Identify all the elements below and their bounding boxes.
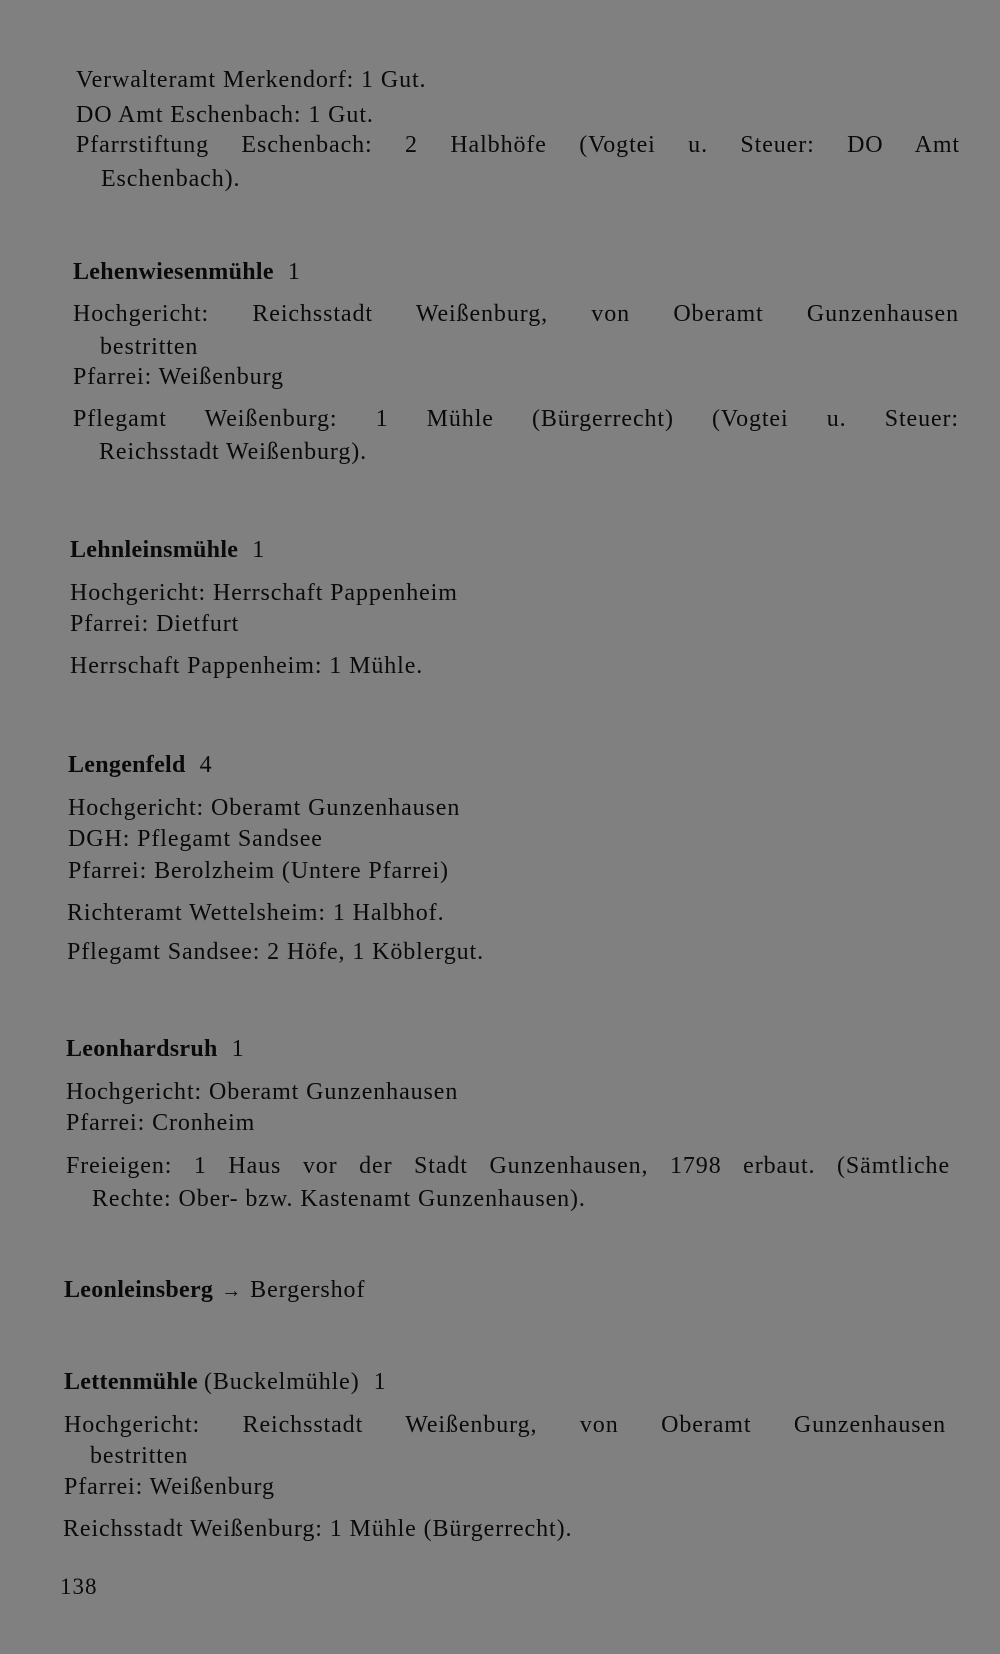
entry-name: Leonhardsruh [66, 1036, 218, 1062]
entry-count: 1 [252, 537, 266, 563]
text-line: Reichsstadt Weißenburg). [99, 439, 368, 465]
reference-target: Bergershof [250, 1277, 366, 1303]
cross-reference [64, 1275, 365, 1306]
text-line: Eschenbach). [101, 166, 241, 192]
entry-heading [73, 257, 301, 287]
entry-alt-name: (Buckelmühle) [203, 1369, 360, 1395]
text-line: DGH: Pflegamt Sandsee [68, 826, 323, 852]
text-line: Hochgericht: Reichsstadt Weißenburg, von Oberamt Gunzenhausen [64, 1412, 946, 1438]
text-line: bestritten [100, 334, 199, 360]
entry-name: Lehenwiesenmühle [73, 259, 274, 285]
text-line: DO Amt Eschenbach: 1 Gut. [76, 102, 374, 128]
text-line: Rechte: Ober- bzw. Kastenamt Gunzenhausen). [92, 1186, 586, 1212]
text-line: Pfarrstiftung Eschenbach: 2 Halbhöfe (Vogtei u. Steuer: DO Amt [76, 132, 960, 158]
entry-count: 1 [373, 1369, 387, 1395]
text-line: Pfarrei: Weißenburg [73, 364, 284, 390]
text-line: Pflegamt Sandsee: 2 Höfe, 1 Köblergut. [67, 939, 485, 965]
text-line: Pfarrei: Berolzheim (Untere Pfarrei) [68, 858, 449, 884]
text-line: Hochgericht: Oberamt Gunzenhausen [66, 1079, 459, 1105]
entry-heading [68, 750, 213, 780]
entry-count: 1 [231, 1036, 245, 1062]
entry-name: Lengenfeld [68, 752, 186, 778]
text-line: bestritten [90, 1443, 189, 1469]
text-line: Reichsstadt Weißenburg: 1 Mühle (Bürgerrecht). [63, 1516, 573, 1542]
entry-count: 1 [287, 259, 301, 285]
text-line: Richteramt Wettelsheim: 1 Halbhof. [67, 900, 445, 926]
text-line: Pflegamt Weißenburg: 1 Mühle (Bürgerrecht) (Vogtei u. Steuer: [73, 406, 959, 432]
arrow-right-icon: → [221, 1280, 243, 1302]
text-line: Hochgericht: Reichsstadt Weißenburg, von Oberamt Gunzenhausen [73, 301, 959, 327]
text-line: Pfarrei: Weißenburg [64, 1474, 275, 1500]
text-line: Herrschaft Pappenheim: 1 Mühle. [70, 653, 424, 679]
text-line: Hochgericht: Herrschaft Pappenheim [70, 580, 458, 606]
text-line: Pfarrei: Dietfurt [70, 611, 240, 637]
page-number: 138 [60, 1574, 98, 1599]
text-line: Verwalteramt Merkendorf: 1 Gut. [76, 67, 427, 93]
text-line: Hochgericht: Oberamt Gunzenhausen [68, 795, 461, 821]
entry-heading [70, 535, 265, 565]
entry-name: Leonleinsberg [64, 1277, 214, 1303]
entry-heading [66, 1034, 245, 1064]
entry-name: Lettenmühle [64, 1369, 198, 1395]
entry-count: 4 [199, 752, 213, 778]
entry-name: Lehnleinsmühle [70, 537, 239, 563]
text-line: Pfarrei: Cronheim [66, 1110, 256, 1136]
entry-heading [64, 1367, 387, 1397]
text-line: Freieigen: 1 Haus vor der Stadt Gunzenhausen, 1798 erbaut. (Sämtliche [66, 1153, 950, 1179]
